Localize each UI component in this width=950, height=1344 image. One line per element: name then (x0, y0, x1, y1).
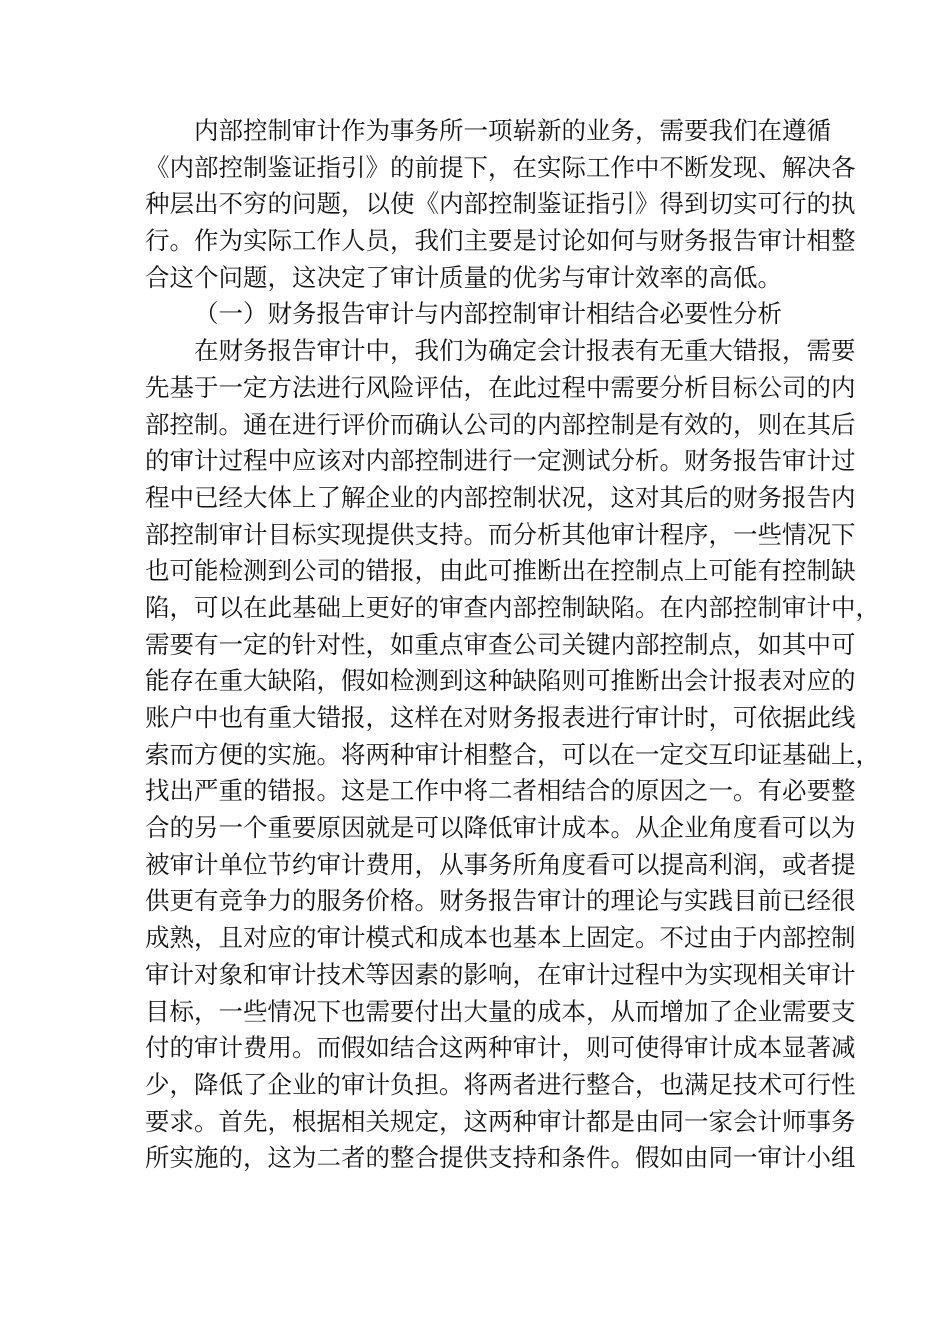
paragraph-2-line-19: 目标，一些情况下也需要付出大量的成本，从而增加了企业需要支 (145, 996, 856, 1026)
paragraph-2-line-4: 的审计过程中应该对内部控制进行一定测试分析。财务报告审计过 (145, 446, 856, 476)
paragraph-2-line-3: 部控制。通在进行评价而确认公司的内部控制是有效的，则在其后 (145, 409, 856, 439)
paragraph-1-line-3: 种层出不穷的问题，以使《内部控制鉴证指引》得到切实可行的执 (145, 189, 856, 219)
paragraph-1-line-4: 行。作为实际工作人员，我们主要是讨论如何与财务报告审计相整 (145, 226, 856, 256)
paragraph-2-line-17: 成熟，且对应的审计模式和成本也基本上固定。不过由于内部控制 (145, 923, 856, 953)
paragraph-2-line-16: 供更有竞争力的服务价格。财务报告审计的理论与实践目前已经很 (145, 886, 856, 916)
paragraph-2-line-20: 付的审计费用。而假如结合这两种审计，则可使得审计成本显著减 (145, 1033, 856, 1063)
paragraph-1-line-2: 《内部控制鉴证指引》的前提下，在实际工作中不断发现、解决各 (145, 152, 856, 182)
paragraph-2-line-7: 也可能检测到公司的错报，由此可推断出在控制点上可能有控制缺 (145, 556, 856, 586)
paragraph-2-line-9: 需要有一定的针对性，如重点审查公司关键内部控制点，如其中可 (145, 629, 856, 659)
paragraph-2-line-6: 部控制审计目标实现提供支持。而分析其他审计程序，一些情况下 (145, 519, 856, 549)
document-body (145, 113, 880, 1177)
paragraph-2-line-13: 找出严重的错报。这是工作中将二者相结合的原因之一。有必要整 (145, 776, 856, 806)
paragraph-1-line-1: 内部控制审计作为事务所一项崭新的业务，需要我们在遵循 (194, 116, 831, 145)
paragraph-2-line-5: 程中已经大体上了解企业的内部控制状况，这对其后的财务报告内 (145, 482, 856, 512)
paragraph-2-line-12: 索而方便的实施。将两种审计相整合，可以在一定交互印证基础上， (145, 739, 880, 769)
paragraph-2-line-21: 少，降低了企业的审计负担。将两者进行整合，也满足技术可行性 (145, 1069, 856, 1099)
section-heading: （一）财务报告审计与内部控制审计相结合必要性分析 (194, 299, 782, 329)
paragraph-2-line-10: 能存在重大缺陷，假如检测到这种缺陷则可推断出会计报表对应的 (145, 666, 856, 696)
paragraph-2-line-2: 先基于一定方法进行风险评估，在此过程中需要分析目标公司的内 (145, 372, 856, 402)
paragraph-2-line-1: 在财务报告审计中，我们为确定会计报表有无重大错报，需要 (194, 336, 856, 366)
paragraph-1-line-5: 合这个问题，这决定了审计质量的优劣与审计效率的高低。 (145, 262, 782, 292)
paragraph-2-line-22: 要求。首先，根据相关规定，这两种审计都是由同一家会计师事务 (145, 1106, 856, 1136)
paragraph-2-line-23: 所实施的，这为二者的整合提供支持和条件。假如由同一审计小组 (145, 1143, 856, 1173)
paragraph-2-line-15: 被审计单位节约审计费用，从事务所角度看可以提高利润，或者提 (145, 849, 856, 879)
paragraph-2-line-11: 账户中也有重大错报，这样在对财务报表进行审计时，可依据此线 (145, 703, 856, 732)
paragraph-2-line-18: 审计对象和审计技术等因素的影响，在审计过程中为实现相关审计 (145, 959, 856, 989)
paragraph-2-line-8: 陷，可以在此基础上更好的审查内部控制缺陷。在内部控制审计中， (145, 592, 880, 622)
paragraph-2-line-14: 合的另一个重要原因就是可以降低审计成本。从企业角度看可以为 (145, 813, 856, 843)
